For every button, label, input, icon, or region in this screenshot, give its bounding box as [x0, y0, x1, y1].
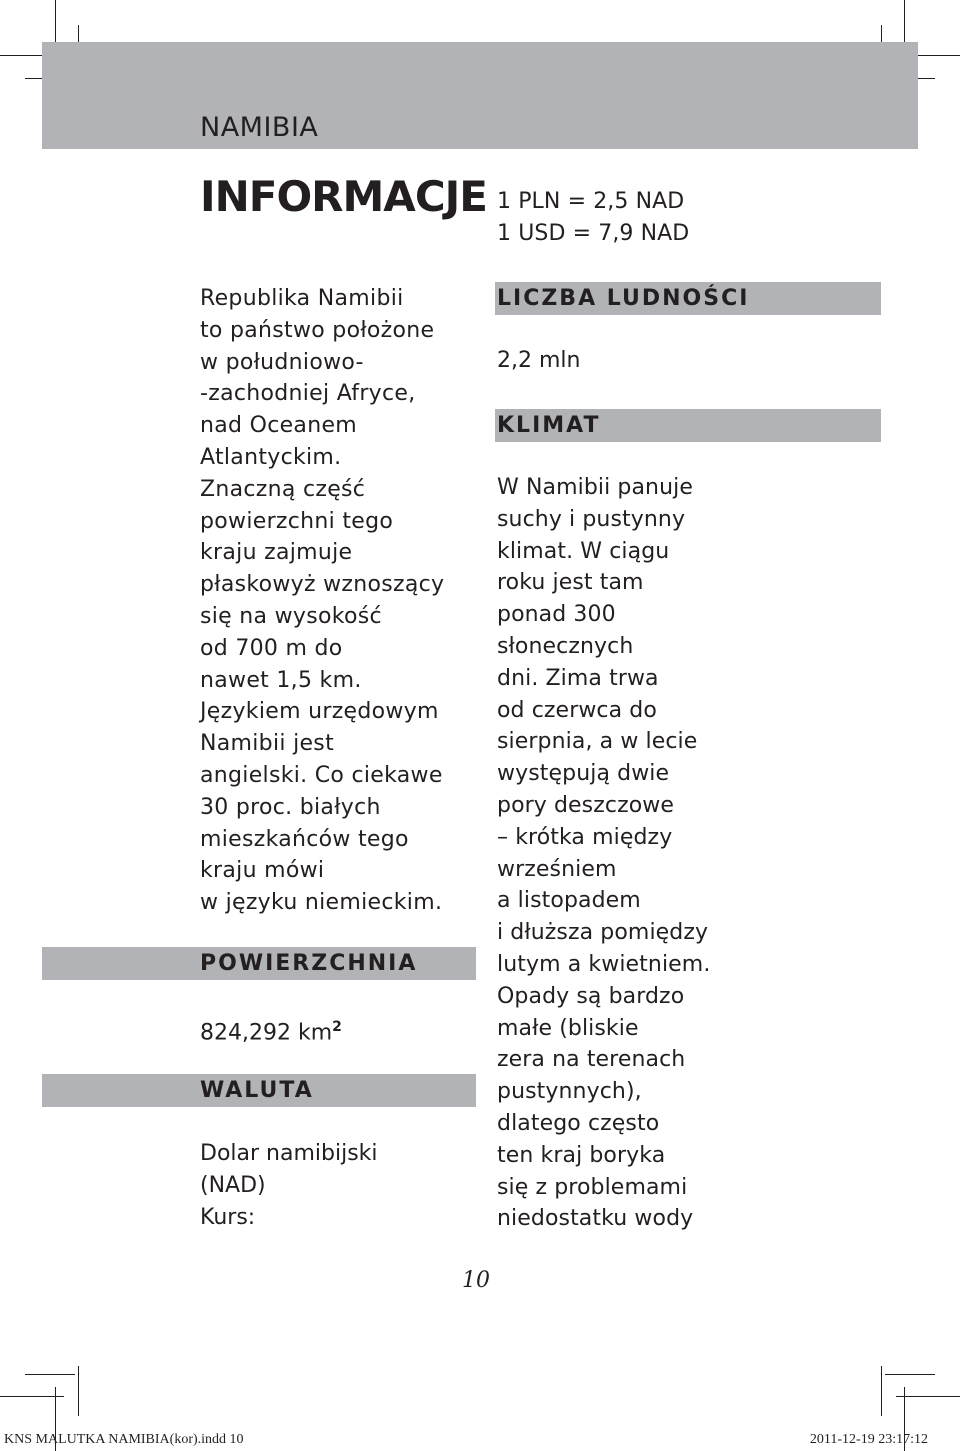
area-unit-superscript: 2: [332, 1019, 342, 1035]
intro-line: powierzchni tego: [200, 508, 394, 534]
page-number: 10: [462, 1268, 490, 1293]
climate-line: Opady są bardzo: [497, 983, 685, 1009]
intro-line: -zachodniej Afryce,: [200, 381, 416, 407]
climate-paragraph: [497, 472, 877, 1235]
intro-paragraph: [200, 283, 470, 919]
intro-line: 30 proc. białych: [200, 794, 381, 820]
climate-line: małe (bliskie: [497, 1015, 639, 1041]
intro-line: w języku niemieckim.: [200, 890, 443, 916]
header-band: [42, 42, 918, 149]
currency-line: (NAD): [200, 1172, 266, 1198]
crop-mark: [885, 1374, 935, 1375]
climate-line: niedostatku wody: [497, 1206, 694, 1232]
currency-line: Kurs:: [200, 1204, 256, 1230]
currency-label: WALUTA: [200, 1078, 314, 1103]
intro-line: kraju mówi: [200, 858, 325, 884]
intro-line: nad Oceanem: [200, 413, 358, 439]
climate-line: od czerwca do: [497, 697, 657, 723]
climate-line: słonecznych: [497, 633, 634, 659]
climate-line: pory deszczowe: [497, 792, 675, 818]
climate-line: dlatego często: [497, 1110, 660, 1136]
climate-line: ten kraj boryka: [497, 1142, 666, 1168]
intro-line: kraju zajmuje: [200, 540, 353, 566]
climate-line: klimat. W ciągu: [497, 538, 670, 564]
currency-line: Dolar namibijski: [200, 1141, 378, 1166]
population-value: 2,2 mln: [497, 348, 581, 373]
climate-line: i dłuższa pomiędzy: [497, 920, 709, 946]
country-title: NAMIBIA: [200, 112, 319, 143]
climate-line: W Namibii panuje: [497, 475, 693, 500]
rate-line: 1 USD = 7,9 NAD: [497, 220, 690, 246]
climate-line: zera na terenach: [497, 1047, 686, 1073]
climate-line: się z problemami: [497, 1174, 688, 1200]
climate-line: suchy i pustynny: [497, 506, 686, 532]
intro-line: płaskowyż wznoszący: [200, 572, 445, 598]
climate-line: sierpnia, a w lecie: [497, 729, 698, 755]
climate-line: lutym a kwietniem.: [497, 951, 711, 977]
climate-line: dni. Zima trwa: [497, 665, 659, 691]
exchange-rates: [497, 186, 877, 250]
climate-line: roku jest tam: [497, 570, 644, 596]
climate-line: ponad 300: [497, 602, 616, 628]
intro-line: Językiem urzędowym: [200, 699, 439, 725]
climate-line: występują dwie: [497, 761, 670, 787]
intro-line: angielski. Co ciekawe: [200, 762, 443, 788]
crop-mark: [881, 1366, 882, 1416]
climate-line: – krótka między: [497, 824, 673, 850]
intro-line: się na wysokość: [200, 603, 382, 629]
intro-line: od 700 m do: [200, 635, 343, 661]
climate-line: a listopadem: [497, 888, 641, 914]
intro-line: mieszkańców tego: [200, 826, 409, 852]
intro-line: w południowo-: [200, 349, 364, 375]
climate-line: wrześniem: [497, 856, 617, 882]
area-number: 824,292 km: [200, 1020, 333, 1046]
population-label: LICZBA LUDNOŚCI: [497, 286, 750, 311]
crop-mark: [0, 1396, 64, 1397]
crop-mark: [25, 1374, 75, 1375]
slug-timestamp: 2011-12-19 23:17:12: [809, 1432, 928, 1447]
rate-line: 1 PLN = 2,5 NAD: [497, 189, 685, 214]
intro-line: Znaczną część: [200, 476, 366, 502]
section-heading: INFORMACJE: [200, 172, 487, 221]
currency-text: [200, 1138, 378, 1233]
intro-line: nawet 1,5 km.: [200, 667, 362, 693]
area-value: [200, 1012, 342, 1049]
intro-line: Atlantyckim.: [200, 444, 342, 470]
intro-line: Namibii jest: [200, 731, 334, 757]
climate-label: KLIMAT: [497, 413, 601, 438]
crop-mark: [896, 1396, 960, 1397]
slug-file: KNS MALUTKA NAMIBIA(kor).indd 10: [4, 1432, 244, 1447]
climate-line: pustynnych),: [497, 1079, 642, 1105]
crop-mark: [78, 1366, 79, 1416]
intro-line: to państwo położone: [200, 317, 435, 343]
intro-line: Republika Namibii: [200, 286, 404, 311]
area-label: POWIERZCHNIA: [200, 951, 418, 976]
